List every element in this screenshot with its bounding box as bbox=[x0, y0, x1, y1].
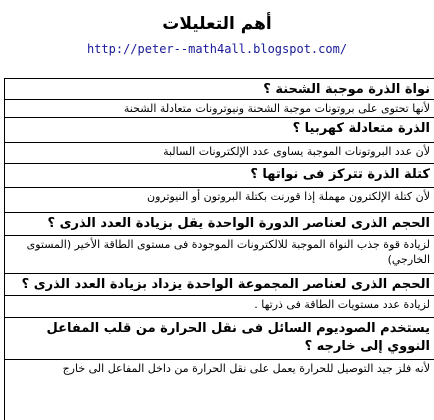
answer-row-1: لأنها تحتوى على بروتونات موجبة الشحنة ونيوترونات متعادلة الشحنة bbox=[5, 100, 434, 118]
question-row-5: الحجم الذرى لعناصر المجموعة الواحدة يزداد بزيادة العدد الذرى ؟ bbox=[5, 274, 434, 296]
question-row-1: نواة الذرة موجبة الشحنة ؟ bbox=[5, 79, 434, 100]
blog-url: http://peter--math4all.blogspot.com/ bbox=[86, 42, 348, 56]
answer-row-2: لأن عدد البروتونات الموجبة يساوى عدد الإلكترونات السالبة bbox=[5, 143, 434, 164]
question-row-6: يستخدم الصوديوم السائل فى نقل الحرارة من قلب المفاعل النووي إلى خارجه ؟ bbox=[5, 318, 434, 360]
answer-row-3: لأن كتلة الإلكترون مهملة إذا قورنت بكتلة البروتون أو النيوترون bbox=[5, 188, 434, 213]
answer-row-4: لزيادة قوة جذب النواة الموجبة للالكترونات الموجودة فى مستوى الطاقة الأخير (المستوى الخارجي) bbox=[5, 236, 434, 274]
question-row-2: الذرة متعادلة كهربيا ؟ bbox=[5, 118, 434, 143]
question-row-3: كتلة الذرة تتركز فى نواتها ؟ bbox=[5, 164, 434, 188]
answer-row-6: لأنه فلز جيد التوصيل للحرارة يعمل على نقل الحرارة من داخل المفاعل الى خارج bbox=[62, 362, 430, 375]
document-title: أهم التعليلات bbox=[162, 14, 272, 34]
question-row-4: الحجم الذرى لعناصر الدورة الواحدة يقل بزيادة العدد الذرى ؟ bbox=[5, 213, 434, 236]
document-header bbox=[0, 0, 434, 78]
qa-table bbox=[4, 78, 434, 420]
answer-row-5: لزيادة عدد مستويات الطاقة فى ذرتها . bbox=[5, 296, 434, 318]
